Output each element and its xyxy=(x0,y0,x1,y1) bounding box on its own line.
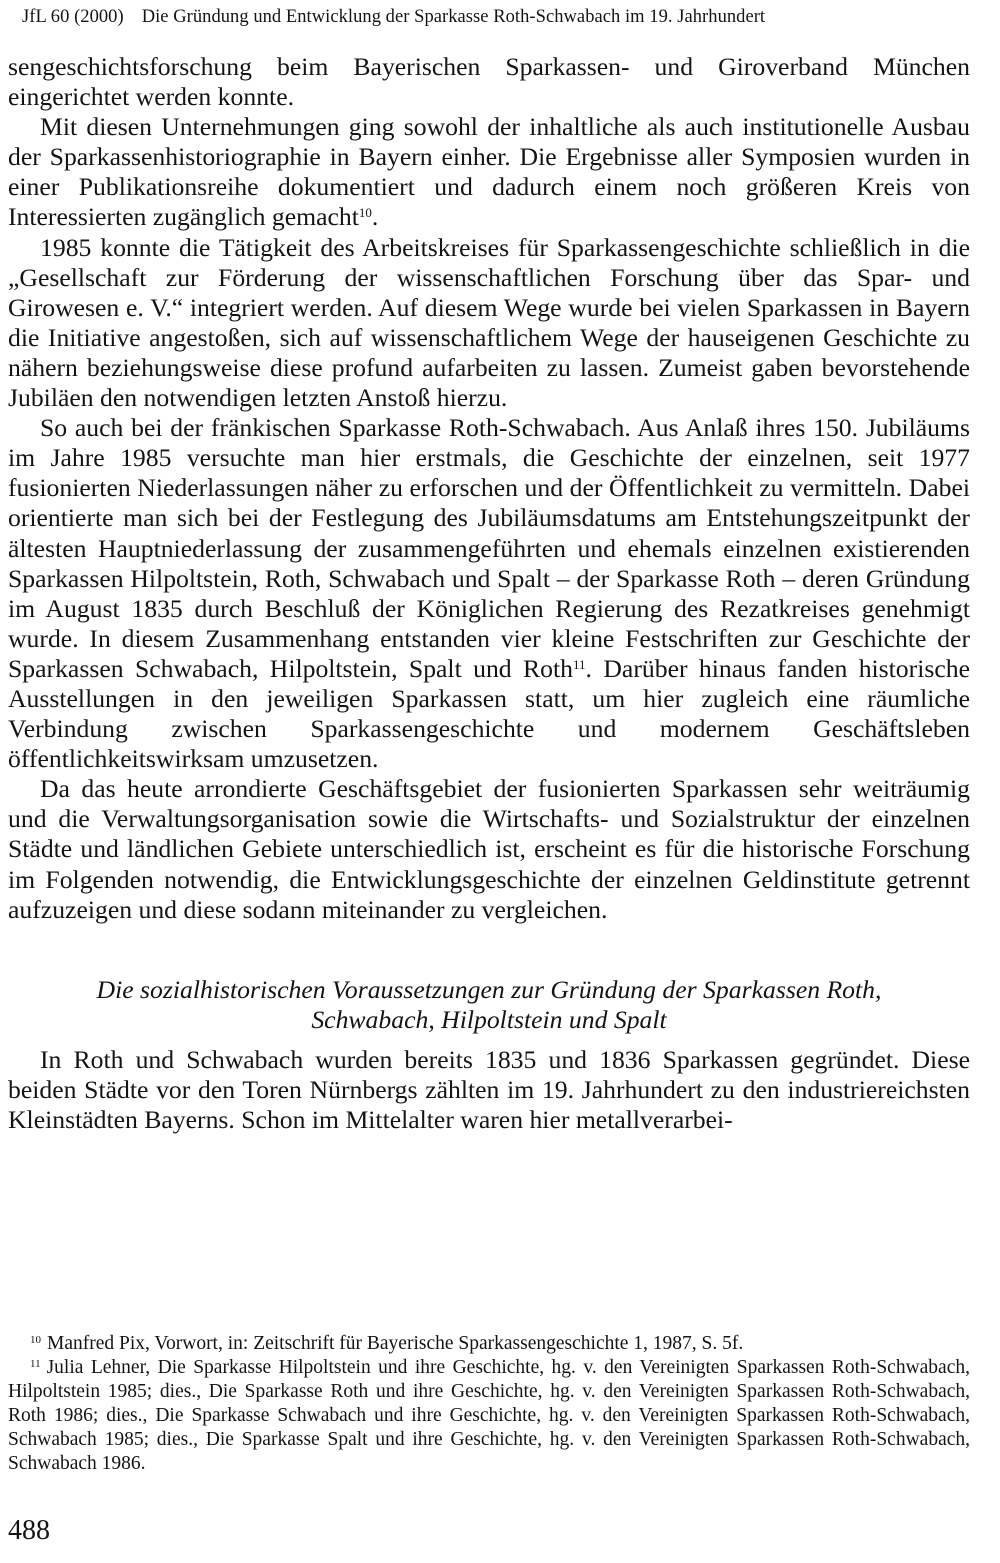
paragraph: 1985 konnte die Tätigkeit des Arbeitskreises für Sparkassengeschichte schließlich in die „Gesellschaft zur Förderung der wissenschaftlichen Forschung über das Spar- und Girowesen e. V.“ integriert werden. Auf diesem Wege wurde bei vielen Sparkassen in Bayern die Initiative angestoßen, sich auf wissenschaftlichem Wege der hauseigenen Geschichte zu nähern beziehungsweise diese profund aufarbeiten zu lassen. Zumeist gaben bevorstehende Jubiläen den notwendigen letzten Anstoß hierzu. xyxy=(8,232,970,413)
footnote-number: 11 xyxy=(30,1358,41,1370)
footnote-reference[interactable]: 11 xyxy=(573,656,586,672)
footnote-reference[interactable]: 10 xyxy=(358,205,372,221)
journal-reference: JfL 60 (2000) xyxy=(22,7,124,27)
paragraph xyxy=(8,413,970,774)
paragraph: Mit diesen Unternehmungen ging sowohl der inhaltliche als auch institutionelle Ausbau der Sparkassenhistoriographie in Bayern einher. Die Ergebnisse aller Symposien wurden in einer Publikationsreihe dokumentiert und dadurch einem noch größeren Kreis von Interessierten zugänglich gemacht$^{10}$. xyxy=(8,112,970,232)
paragraph-continued: sengeschichtsforschung beim Bayerischen Sparkassen- und Giroverband München eingerichtet werden konnte. xyxy=(8,52,970,112)
footnote xyxy=(8,1332,970,1356)
footnote xyxy=(8,1356,970,1476)
running-title: Die Gründung und Entwicklung der Sparkasse Roth-Schwabach im 19. Jahrhundert xyxy=(141,7,766,27)
paragraph-text: . Darüber hinaus fanden historische Ausstellungen in den jeweiligen Sparkassen statt, um hier zugleich eine räumliche Verbindung zwischen Sparkassengeschichte und modernem Geschäftsleben öffentlichkeitswirksam umzusetzen. xyxy=(8,653,970,774)
document-page xyxy=(8,6,970,1556)
running-header xyxy=(8,6,970,28)
main-text xyxy=(8,52,970,1135)
page-number: 488 xyxy=(8,1515,50,1546)
paragraph: Da das heute arrondierte Geschäftsgebiet der fusionierten Sparkassen sehr weiträumig und die Verwaltungsorganisation sowie die Wirtschafts- und Sozialstruktur der einzelnen Städte und ländlichen Gebiete unterschiedlich ist, erscheint es für die historische Forschung im Folgenden notwendig, die Entwicklungsgeschichte der einzelnen Geldinstitute getrennt aufzuzeigen und diese sodann miteinander zu vergleichen. xyxy=(8,774,970,924)
section-heading: Die sozialhistorischen Voraussetzungen zur Gründung der Sparkassen Roth, Schwabach, Hilpoltstein und Spalt xyxy=(96,974,882,1034)
footnotes xyxy=(8,1332,970,1476)
paragraph: In Roth und Schwabach wurden bereits 1835 und 1836 Sparkassen gegründet. Diese beiden Städte vor den Toren Nürnbergs zählten im 19. Jahrhundert zu den industriereichsten Kleinstädten Bayerns. Schon im Mittelalter waren hier metallverarbei- xyxy=(8,1044,970,1134)
footnote-number: 10 xyxy=(30,1334,41,1346)
paragraph-text: Mit diesen Unternehmungen ging sowohl der inhaltliche als auch institutionelle Ausbau der Sparkassenhistoriographie in Bayern einher. Die Ergebnisse aller Symposien wurden in einer Publikationsreihe dokumentiert und dadurch einem noch größeren Kreis von Interessierten zugänglich gemacht xyxy=(8,112,970,232)
paragraph-text: So auch bei der fränkischen Sparkasse Roth-Schwabach. Aus Anlaß ihres 150. Jubiläums im Jahre 1985 versuchte man hier erstmals, die Geschichte der einzelnen, seit 1977 fusionierten Niederlassungen näher zu erforschen und der Öffentlichkeit zu vermitteln. Dabei orientierte man sich bei der Festlegung des Jubiläumsdatums am Entstehungszeitpunkt der ältesten Hauptniederlassung der zusammengeführten und ehemals einzelnen existierenden Sparkassen Hilpoltstein, Roth, Schwabach und Spalt – der Sparkasse Roth – deren Gründung im August 1835 durch Beschluß der Königlichen Regierung des Rezatkreises genehmigt wurde. In diesem Zusammenhang entstanden vier kleine Festschriften zur Geschichte der Sparkassen Schwabach, Hilpoltstein, Spalt und Roth xyxy=(8,413,970,683)
footnote-text: Julia Lehner, Die Sparkasse Hilpoltstein und ihre Geschichte, hg. v. den Vereinigten Sparkassen Roth-Schwabach, Hilpoltstein 1985; dies., Die Sparkasse Roth und ihre Geschichte, hg. v. den Vereinigten Sparkassen Roth-Schwabach, Roth 1986; dies., Die Sparkasse Schwabach und ihre Geschichte, hg. v. den Vereinigten Sparkassen Roth-Schwabach, Schwabach 1985; dies., Die Sparkasse Spalt und ihre Geschichte, hg. v. den Vereinigten Sparkassen Roth-Schwabach, Schwabach 1986. xyxy=(8,1357,970,1474)
footnote-text: Manfred Pix, Vorwort, in: Zeitschrift für Bayerische Sparkassengeschichte 1, 1987, S. 5f. xyxy=(47,1333,744,1354)
